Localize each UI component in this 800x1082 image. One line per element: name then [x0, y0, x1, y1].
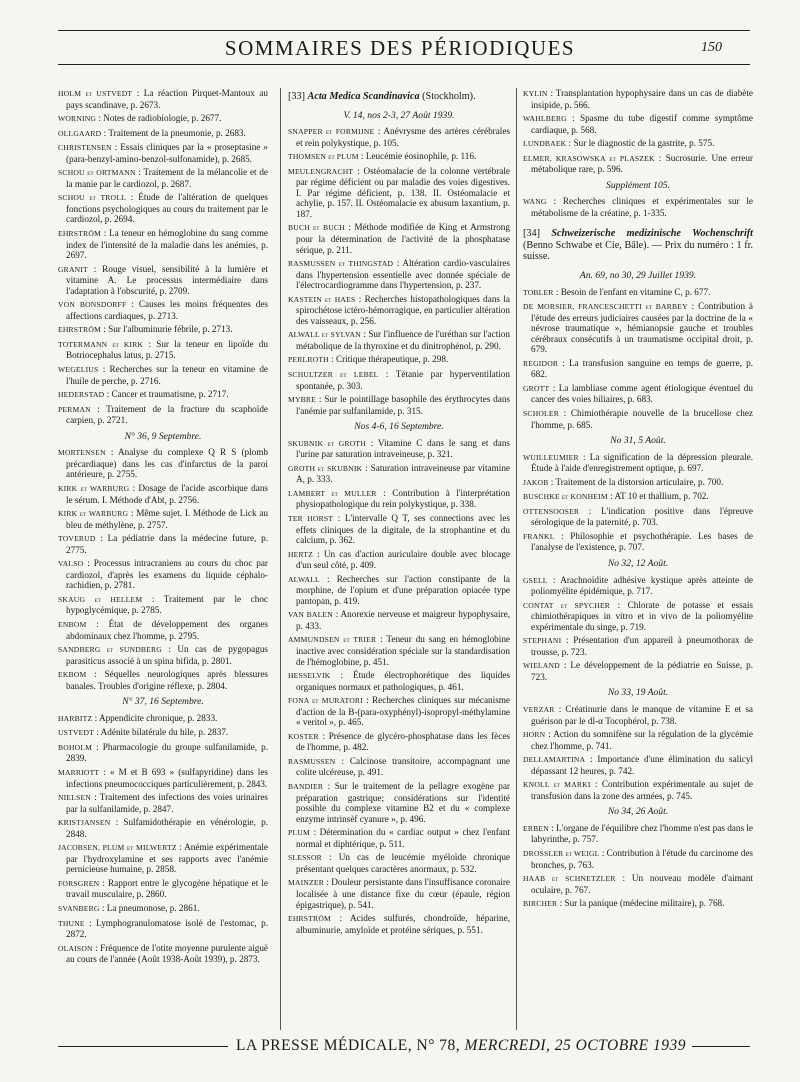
article-authors: EKBOM — [58, 670, 87, 680]
article-entry — [288, 329, 510, 351]
article-entry — [288, 258, 510, 291]
article-title: : Sur la panique (médecine militaire), p. 768. — [557, 898, 725, 909]
article-entry — [58, 142, 268, 164]
article-authors: VERZAR — [523, 705, 555, 715]
article-authors: LUNDBAEK — [523, 139, 567, 149]
article-authors: GROTT — [523, 383, 550, 393]
supplement-label: Supplément 105. — [606, 179, 670, 191]
article-entry — [288, 781, 510, 824]
article-authors: WUILLEUMIER — [523, 452, 579, 462]
article-entry — [58, 903, 268, 915]
article-entry — [523, 600, 753, 633]
article-entry — [58, 264, 268, 297]
footer-date: MERCREDI, 25 OCTOBRE 1939 — [464, 1037, 686, 1054]
article-title: : Tétanie par hyperventilation spontanée, p. 303. — [296, 368, 510, 391]
article-authors: THOMSEN et PLUM — [288, 152, 359, 162]
article-entry — [523, 729, 753, 751]
article-title: : Vitamine C dans le sang et dans l'urine par saturation intraveineuse, p. 321. — [296, 437, 510, 460]
article-title: : Présentation d'un appareil à pneumothorax de trousse, p. 723. — [531, 635, 753, 657]
article-entry — [58, 619, 268, 641]
article-entry — [288, 634, 510, 667]
article-title: : Recherches sur la teneur en vitamine de l'huile de perche, p. 2716. — [66, 364, 268, 386]
article-title: : Causes les moins fréquentes des affections cardiaques, p. 2713. — [66, 299, 268, 321]
article-title: : Essais cliniques par la « proseptasine » (para-benzyl-amino-benzol-sulfonamide), p. 2685. — [66, 142, 268, 164]
article-title: : Sur l'albuminurie fébrile, p. 2713. — [100, 324, 233, 335]
article-title: : Le développement de la pédiatrie en Suisse, p. 723. — [531, 660, 753, 682]
journal-heading — [523, 228, 753, 263]
article-entry — [288, 463, 510, 485]
article-entry — [523, 754, 753, 776]
article-authors: BUSCHKE et KONHEIM — [523, 492, 608, 502]
article-title: : Rapport entre le glycogène hépatique et le travail musculaire, p. 2860. — [66, 877, 268, 900]
article-authors: MYBRE — [288, 395, 317, 405]
article-title: : Leucémie éosinophile, p. 116. — [358, 151, 477, 162]
article-entry — [523, 452, 753, 474]
column-divider — [280, 88, 281, 1030]
article-authors: MEULENGRACHT — [288, 166, 354, 176]
article-entry — [288, 549, 510, 571]
article-authors: SCHOU et TROLL — [58, 193, 126, 203]
article-title: : Adénite bilatérale du hile, p. 2837. — [94, 727, 229, 738]
article-authors: NIELSEN — [58, 793, 92, 803]
article-authors: WANG — [523, 197, 547, 207]
article-authors: MARRIOTT — [58, 767, 100, 777]
article-authors: VON BONSDORFF — [58, 300, 127, 310]
article-authors: BOHOLM — [58, 742, 93, 752]
article-title: : Anémie expérimentale par l'hydroxylamine et ses rapports avec l'anémie pernicieuse humaine, p. 2858. — [66, 842, 268, 875]
article-title: : La pneumonose, p. 2861. — [99, 903, 200, 913]
article-title: : Altération cardio-vasculaires dans l'hypertension essentielle avec donnée spéciale de l'électrocardiogramme dans l'hypertension, p. 237. — [296, 258, 511, 291]
article-entry — [58, 167, 268, 189]
article-authors: SNAPPER et FORMIJNE — [288, 127, 375, 137]
article-authors: EHRSTRÖM — [58, 229, 101, 239]
issue-date: V. 14, nos 2-3, 27 Août 1939. — [343, 109, 455, 121]
article-title: : Détermination du « cardiac output » chez l'enfant normal et diphtérique, p. 511. — [296, 827, 510, 849]
article-authors: KIRK et WARBURG — [58, 483, 130, 493]
article-entry — [288, 394, 510, 416]
article-authors: PLUM — [288, 828, 310, 838]
article-title: : La transfusion sanguine en temps de guerre, p. 682. — [531, 357, 753, 380]
issue-date: N° 36, 9 Septembre. — [124, 430, 202, 442]
article-authors: USTVEDT — [58, 728, 94, 738]
article-title: : L'intervalle Q T, ses connections avec les effets cliniques de la digitale, de la strophantine et du calcium, p. 362. — [296, 513, 510, 546]
article-title: : Spasme du tube digestif comme symptôme cardiaque, p. 568. — [531, 113, 753, 135]
header-bottom-rule — [58, 64, 750, 65]
article-entry — [523, 196, 753, 218]
article-entry — [288, 695, 510, 728]
article-entry — [288, 513, 510, 546]
article-title: : Recherches histopathologiques dans la spirochétose ictéro-hémorragique, en particulier altération des vaisseaux, p. 256. — [296, 293, 511, 326]
article-title: : Acides sulfurés, chondroïde, héparine, albuminurie, amyloïde et protéine sériques, p. 551. — [296, 913, 510, 935]
article-authors: RASMUSSEN — [288, 756, 336, 766]
article-entry — [523, 88, 753, 110]
article-title: : La réaction Pirquet-Mantoux au pays scandinave, p. 2673. — [66, 88, 268, 110]
article-entry — [58, 713, 268, 725]
article-authors: SANDBERG et SUNDBERG — [58, 645, 162, 655]
article-title: : Cancer et traumatisme, p. 2717. — [104, 389, 229, 400]
article-authors: TER HORST — [288, 514, 334, 523]
article-authors: SKUBNIK et GROTH — [288, 438, 366, 448]
journal-number: [33] — [288, 91, 305, 102]
article-authors: VALSO — [58, 559, 84, 569]
article-entry — [58, 767, 268, 789]
article-authors: ALWALL et SYLVAN — [288, 330, 361, 340]
article-authors: HARBITZ — [58, 713, 93, 723]
article-title: : Un cas de pygopagus parasiticus associé à un spina bifida, p. 2801. — [66, 644, 268, 666]
article-title: : Fréquence de l'otite moyenne purulente aiguë au cours de l'année (Août 1938-Août 1939), p. 2873. — [66, 942, 268, 965]
article-authors: BUCH et BUCH — [288, 223, 345, 233]
article-title: : Traitement de la fracture du scaphoïde carpien, p. 2721. — [66, 403, 268, 426]
article-title: : « M et B 693 » (sulfapyridine) dans les infections pneumococciques particulièrement, p. 2843. — [66, 766, 268, 789]
article-title: : Anorexie nerveuse et maigreur hypophysaire, p. 433. — [296, 609, 511, 631]
article-title: : Sur le pointillage basophile des érythrocytes dans l'anémie par sulfanilamide, p. 315. — [296, 394, 510, 416]
article-authors: OLAISON — [58, 943, 93, 953]
article-entry — [288, 126, 510, 148]
footer-rule-left — [58, 1046, 228, 1047]
article-authors: VAN BALEN — [288, 610, 333, 620]
article-entry — [523, 301, 753, 355]
article-entry — [58, 128, 268, 140]
article-authors: OLLGAARD — [58, 128, 102, 138]
article-authors: SKAUG et HELLEM — [58, 594, 143, 604]
article-entry — [58, 817, 268, 839]
article-title: : Traitement de la distorsion articulaire, p. 700. — [548, 476, 724, 487]
column-2 — [288, 88, 510, 938]
article-entry — [523, 898, 753, 910]
article-authors: CHRISTENSEN — [58, 143, 112, 153]
article-title: : Un cas d'action auriculaire double avec blocage d'un seul côté, p. 409. — [296, 548, 510, 571]
article-entry — [523, 575, 753, 597]
journal-number: [34] — [523, 228, 540, 240]
journal-heading — [288, 91, 510, 103]
article-authors: THUNE — [58, 918, 85, 928]
article-authors: OTTENSOOSER — [523, 506, 580, 516]
article-entry — [288, 488, 510, 510]
article-entry — [523, 383, 753, 405]
article-entry — [523, 704, 753, 726]
article-authors: MAINZER — [288, 878, 324, 888]
article-title: : Sur le diagnostic de la gastrite, p. 575. — [566, 138, 715, 149]
article-entry — [58, 339, 268, 361]
article-title: : Sur la teneur en lipoïde du Botriocephalus latus, p. 2715. — [66, 338, 268, 361]
article-authors: MORTENSEN — [58, 448, 106, 458]
article-title: : L'indication positive dans l'épreuve sérologique de la paternité, p. 703. — [531, 505, 753, 528]
article-title: : Calcinose transitoire, accompagnant une colite ulcéreuse, p. 491. — [296, 755, 510, 778]
article-authors: PERMAN — [58, 404, 91, 414]
article-entry — [288, 670, 510, 692]
article-authors: WORNING — [58, 114, 97, 124]
article-authors: AMMUNDSEN et TRIER — [288, 635, 377, 645]
article-entry — [523, 660, 753, 682]
footer — [230, 1037, 692, 1055]
article-title: : Traitement des infections des voies urinaires par la sulfanilamide, p. 2847. — [66, 792, 268, 814]
article-entry — [288, 913, 510, 935]
article-entry — [523, 491, 753, 503]
article-entry — [523, 635, 753, 657]
article-title: : Saturation intraveineuse par vitamine A, p. 333. — [296, 462, 510, 485]
article-authors: GROTH et SKUBNIK — [288, 463, 363, 473]
article-title: : Dosage de l'acide ascorbique dans le sérum. I. Méthode d'Abt, p. 2756. — [66, 482, 268, 505]
article-title: : Méthode modifiée de King et Armstrong pour la détermination de l'activité de la phosphatase sérique, p. 211. — [296, 222, 510, 255]
article-entry — [523, 873, 753, 895]
article-title: : Arachnoïdite adhésive kystique après atteinte de poliomyélite épidémique, p. 717. — [531, 574, 753, 597]
article-entry — [58, 447, 268, 480]
article-entry — [58, 918, 268, 940]
article-entry — [523, 287, 753, 299]
article-title: : Pharmacologie du groupe sulfanilamide, p. 2839. — [66, 741, 268, 764]
article-authors: TOTERMANN et KIRK — [58, 339, 144, 349]
article-authors: FONA et MURATORI — [288, 696, 363, 706]
article-title: : Un nouveau modèle d'aimant oculaire, p. 767. — [531, 873, 753, 895]
article-entry — [523, 408, 753, 430]
article-authors: TOVERUD — [58, 534, 96, 544]
article-authors: KNOLL et MARKI — [523, 780, 591, 790]
article-title: : Ostéomalacie de la colonne vertébrale par régime déficient ou par maladie des voies digestives. I. Par régime déficient, p. 138. II. Ostéomalacie et achylie, p. 157. II. Ostéomalacie ex abusum laxantium, p. 187. — [296, 165, 510, 219]
issue-date: No 32, 12 Août. — [607, 558, 669, 569]
article-authors: SCHOLER — [523, 408, 559, 418]
article-title: : Traitement de la mélancolie et de la manie par le cardiozol, p. 2687. — [66, 167, 268, 189]
article-authors: SCHOU et ORTMANN — [58, 168, 136, 178]
article-title: : La lambliase comme agent étiologique éventuel du cancer des voies biliaires, p. 683. — [531, 382, 753, 405]
page-number: 150 — [701, 40, 722, 55]
article-entry — [523, 531, 753, 553]
article-entry — [288, 827, 510, 849]
article-title: : Contribution à l'étude du carcinome des bronches, p. 763. — [531, 848, 753, 870]
article-title: : Créatinurie dans le manque de vitamine E et sa guérison par le dl-α Tocophérol, p. 738. — [531, 704, 753, 726]
article-authors: ELMER, KRASOWSKA et PLASZEK — [523, 153, 655, 163]
article-entry — [58, 594, 268, 616]
article-authors: SVANBERG — [58, 904, 100, 913]
article-entry — [58, 228, 268, 261]
article-title: : Teneur du sang en hémoglobine inactive avec considération spéciale sur la standardisation de l'hémoglobine, p. 451. — [296, 634, 510, 667]
article-entry — [58, 483, 268, 505]
article-title: : Recherches cliniques sur mécanisme d'action de la B-(para-oxyphényl)-isopropyl-méthylamine « veritol », p. 465. — [296, 695, 510, 728]
article-authors: WIELAND — [523, 661, 560, 671]
journal-publisher: (Benno Schwabe et Cie, Bâle). — Prix du numéro : 1 fr. suisse. — [523, 239, 753, 263]
article-authors: SCHULTZER et LEBEL — [288, 369, 379, 379]
article-entry — [288, 151, 510, 163]
article-authors: BANDIER — [288, 782, 324, 792]
article-title: : Lymphogranulomatose isolé de l'estomac, p. 2872. — [66, 917, 268, 940]
article-entry — [288, 756, 510, 778]
article-entry — [288, 369, 510, 391]
article-entry — [288, 222, 510, 255]
article-entry — [58, 644, 268, 666]
article-entry — [58, 842, 268, 875]
issue-date: An. 69, no 30, 29 Juillet 1939. — [579, 269, 697, 281]
article-entry — [58, 299, 268, 321]
article-entry — [58, 508, 268, 530]
article-title: : Chimiothérapie nouvelle de la brucellose chez l'homme, p. 685. — [531, 407, 753, 430]
article-authors: WAHLBERG — [523, 114, 567, 124]
article-title: : Même sujet. I. Méthode de Lick au bleu de méthylène, p. 2757. — [66, 508, 268, 530]
article-authors: FRANKL — [523, 531, 555, 541]
article-entry — [288, 354, 510, 366]
article-authors: STEPHANI — [523, 636, 562, 646]
article-title: : AT 10 et thallium, p. 702. — [607, 491, 709, 502]
journal-title: Schweizerische medizinische Wochenschrift — [551, 228, 754, 240]
article-entry — [288, 731, 510, 753]
article-title: : Un cas de leucémie myéloïde chronique présentant quelques caractères anormaux, p. 532. — [296, 852, 510, 874]
article-title: : La teneur en hémoglobine du sang comme index de l'intensité de la maladie dans les anémies, p. 2697. — [66, 228, 268, 261]
article-title: : Étude de l'altération de quelques fonctions psychologiques au cours du traitement par le cardiozol, p. 2694. — [66, 192, 268, 225]
article-authors: DE MORSIER, FRANCESCHETTI et BARBEY — [523, 302, 688, 312]
article-entry — [58, 192, 268, 225]
issue-date: No 34, 26 Août. — [607, 806, 669, 818]
article-entry — [523, 138, 753, 150]
article-title: : Transplantation hypophysaire dans un cas de diabète insipide, p. 566. — [531, 88, 753, 110]
article-authors: ENBOM — [58, 619, 87, 629]
article-authors: GSELL — [523, 575, 548, 585]
article-title: : Recherches sur l'action constipante de la morphine, de l'opium et d'une préparation opiacée type pantopan, p. 419. — [296, 573, 510, 606]
article-title: : Processus intracraniens au cours du choc par cardiozol, d'après les examens du liquide céphalo-rachidien, p. 2781. — [66, 558, 268, 591]
article-title: : Notes de radiobiologie, p. 2677. — [96, 113, 222, 124]
article-entry — [58, 364, 268, 386]
article-entry — [523, 506, 753, 528]
article-entry — [288, 609, 510, 631]
article-authors: JAKOB — [523, 477, 549, 487]
article-authors: ALWALL — [288, 574, 320, 584]
article-title: : Appendicite chronique, p. 2833. — [92, 712, 218, 723]
article-authors: SLESSOR — [288, 853, 322, 863]
article-title: : Étude électrophorétique des liquides organiques normaux et pathologiques, p. 461. — [296, 670, 510, 692]
article-entry — [58, 324, 268, 336]
article-title: : Contribution expérimentale au sujet de transfusion dans la zone des armées, p. 745. — [531, 779, 753, 801]
article-entry — [523, 848, 753, 870]
article-authors: LAMBERT et MULLER — [288, 488, 377, 498]
article-authors: TOBLER — [523, 287, 554, 297]
article-authors: FORSGREN — [58, 878, 100, 888]
article-entry — [58, 727, 268, 739]
article-title: : Chlorate de potasse et essais chimiothérapiques in vitro et in vivo de la poliomyélite expérimentale du singe, p. 719. — [531, 599, 753, 632]
article-title: : La signification de la dépression pleurale. Étude à l'aide d'enregistrement optique, p. 697. — [531, 451, 753, 474]
article-entry — [58, 669, 268, 691]
article-authors: KIRK et WARBURG — [58, 509, 129, 519]
article-authors: KOSTER — [288, 731, 319, 741]
article-entry — [58, 943, 268, 965]
article-title: : Douleur persistante dans l'insuffisance coronaire localisée à une distance fixe du cœur (épaule, région épigastrique), p. 541. — [296, 877, 510, 910]
article-title: : L'organe de l'équilibre chez l'homme n'est pas dans le labyrinthe, p. 757. — [531, 822, 753, 845]
journal-title: Acta Medica Scandinavica — [307, 91, 420, 102]
article-title: : Critique thérapeutique, p. 298. — [328, 354, 449, 365]
article-title: : Contribution à l'interprétation physiopathologique du rein polykystique, p. 338. — [296, 487, 510, 510]
article-title: : Besoin de l'enfant en vitamine C, p. 677. — [553, 286, 711, 297]
article-authors: EHRSTRÖM — [288, 914, 331, 924]
article-entry — [58, 389, 268, 401]
article-entry — [288, 438, 510, 460]
issue-date: Nos 4-6, 16 Septembre. — [354, 421, 444, 433]
article-authors: HAAB et SCHNETZLER — [523, 874, 616, 884]
article-entry — [58, 792, 268, 814]
article-title: : Sur l'influence de l'uréthan sur l'action métabolique de la thyroxine et du dinitrophénol, p. 290. — [296, 329, 510, 351]
article-entry — [58, 742, 268, 764]
page-title: SOMMAIRES DES PÉRIODIQUES — [224, 36, 576, 60]
article-title: : Séquelles neurologiques après blessures banales. Troubles d'origine réflexe, p. 2804. — [66, 669, 268, 691]
journal-place: (Stockholm). — [422, 91, 476, 102]
article-title: : Importance d'une élimination du salicyl dépassant 12 heures, p. 742. — [531, 754, 753, 776]
article-authors: JACOBSEN, PLUM et MILWERTZ — [58, 843, 177, 853]
article-title: : Recherches cliniques et expérimentales sur le métabolisme de la créatine, p. 1-335. — [531, 196, 753, 218]
article-authors: GRANIT — [58, 264, 88, 274]
article-entry — [523, 779, 753, 801]
issue-date: No 33, 19 Août. — [607, 687, 669, 699]
article-entry — [523, 153, 753, 175]
article-entry — [288, 166, 510, 220]
article-title: : La pédiatrie dans la médecine future, p. 2775. — [66, 533, 268, 555]
article-authors: HOLM et USTVEDT — [58, 89, 133, 98]
article-entry — [58, 533, 268, 555]
article-authors: HEDERSTAD — [58, 390, 105, 400]
article-title: : Analyse du complexe Q R S (plomb précardiaque) dans les cas d'infarctus de la paroi antérieure, p. 2755. — [66, 447, 268, 480]
article-authors: KRISTJANSEN — [58, 818, 111, 828]
article-entry — [288, 852, 510, 874]
article-authors: ERBEN — [523, 823, 549, 833]
article-authors: BIRCHER — [523, 899, 558, 909]
article-authors: CONTAT et SPYCHER — [523, 600, 611, 610]
article-authors: KASTEIN et HAES — [288, 294, 356, 304]
article-entry — [58, 88, 268, 110]
article-entry — [288, 294, 510, 327]
article-entry — [58, 404, 268, 426]
article-title: : Sulfamidothérapie en vénérologie, p. 2848. — [66, 817, 268, 839]
article-entry — [523, 477, 753, 489]
article-authors: DROSSLER et WEIGL — [523, 849, 600, 859]
column-1 — [58, 88, 268, 968]
article-title: : Présence de glycéro-phosphatase dans les fèces de l'homme, p. 482. — [296, 730, 510, 753]
article-title: : Traitement de la pneumonie, p. 2683. — [101, 127, 246, 138]
article-title: : État de développement des organes abdominaux chez l'homme, p. 2795. — [66, 618, 268, 641]
article-authors: RASMUSSEN et THINGSTAD — [288, 259, 394, 269]
article-authors: REGIDOR — [523, 358, 559, 368]
column-divider — [516, 88, 517, 1030]
article-authors: WEGELIUS — [58, 365, 99, 375]
article-entry — [288, 574, 510, 607]
article-title: : Traitement par le choc hypoglycémique, p. 2785. — [66, 593, 268, 616]
issue-date: N° 37, 16 Septembre. — [122, 696, 204, 708]
article-title: : Philosophie et psychothérapie. Les bases de l'analyse de l'existence, p. 707. — [531, 530, 753, 553]
article-entry — [58, 878, 268, 900]
article-entry — [58, 558, 268, 591]
article-authors: KYLIN — [523, 89, 548, 98]
article-entry — [288, 877, 510, 910]
article-title: : Sur le traitement de la pellagre exogène par préparation gastrique; considérations sur l'identité possible du complexe vitamine B2 et du « complexe enzyme intrinsèf cyanure », p. 496. — [296, 781, 510, 824]
column-3 — [523, 88, 753, 913]
article-authors: HORN — [523, 730, 546, 740]
article-entry — [523, 823, 753, 845]
footer-journal: LA PRESSE MÉDICALE, N° 78, — [236, 1037, 461, 1054]
article-title: : Contribution à l'étude des erreurs judiciaires causées par la doctrine de la « névrose traumatique », hémianopsie gauche et troubles cérébraux consécutifs à un traumatisme occipital droit, p. 679. — [531, 301, 753, 355]
article-authors: HESSELVIK — [288, 671, 331, 681]
article-authors: EHRSTRÖM — [58, 325, 101, 335]
article-title: : Sucrosurie. Une erreur métabolique rare, p. 596. — [531, 152, 753, 175]
article-authors: HERTZ — [288, 549, 314, 559]
article-authors: PERLROTH — [288, 355, 329, 365]
article-entry — [58, 113, 268, 125]
article-title: : Anévrysme des artères cérébrales et rein polykystique, p. 105. — [296, 126, 511, 148]
article-entry — [523, 113, 753, 135]
article-title: : Rouge visuel, sensibilité à la lumière et vitamine A. Le processus intermédiaire dans l'adaptation à l'obscurité, p. 2709. — [66, 263, 268, 296]
article-authors: DELLAMARTINA — [523, 755, 586, 765]
article-entry — [523, 358, 753, 380]
issue-date: No 31, 5 Août. — [610, 435, 666, 447]
article-title: : Action du somnifène sur la régulation de la glycémie chez l'homme, p. 741. — [531, 729, 753, 751]
header-top-rule — [58, 30, 750, 31]
